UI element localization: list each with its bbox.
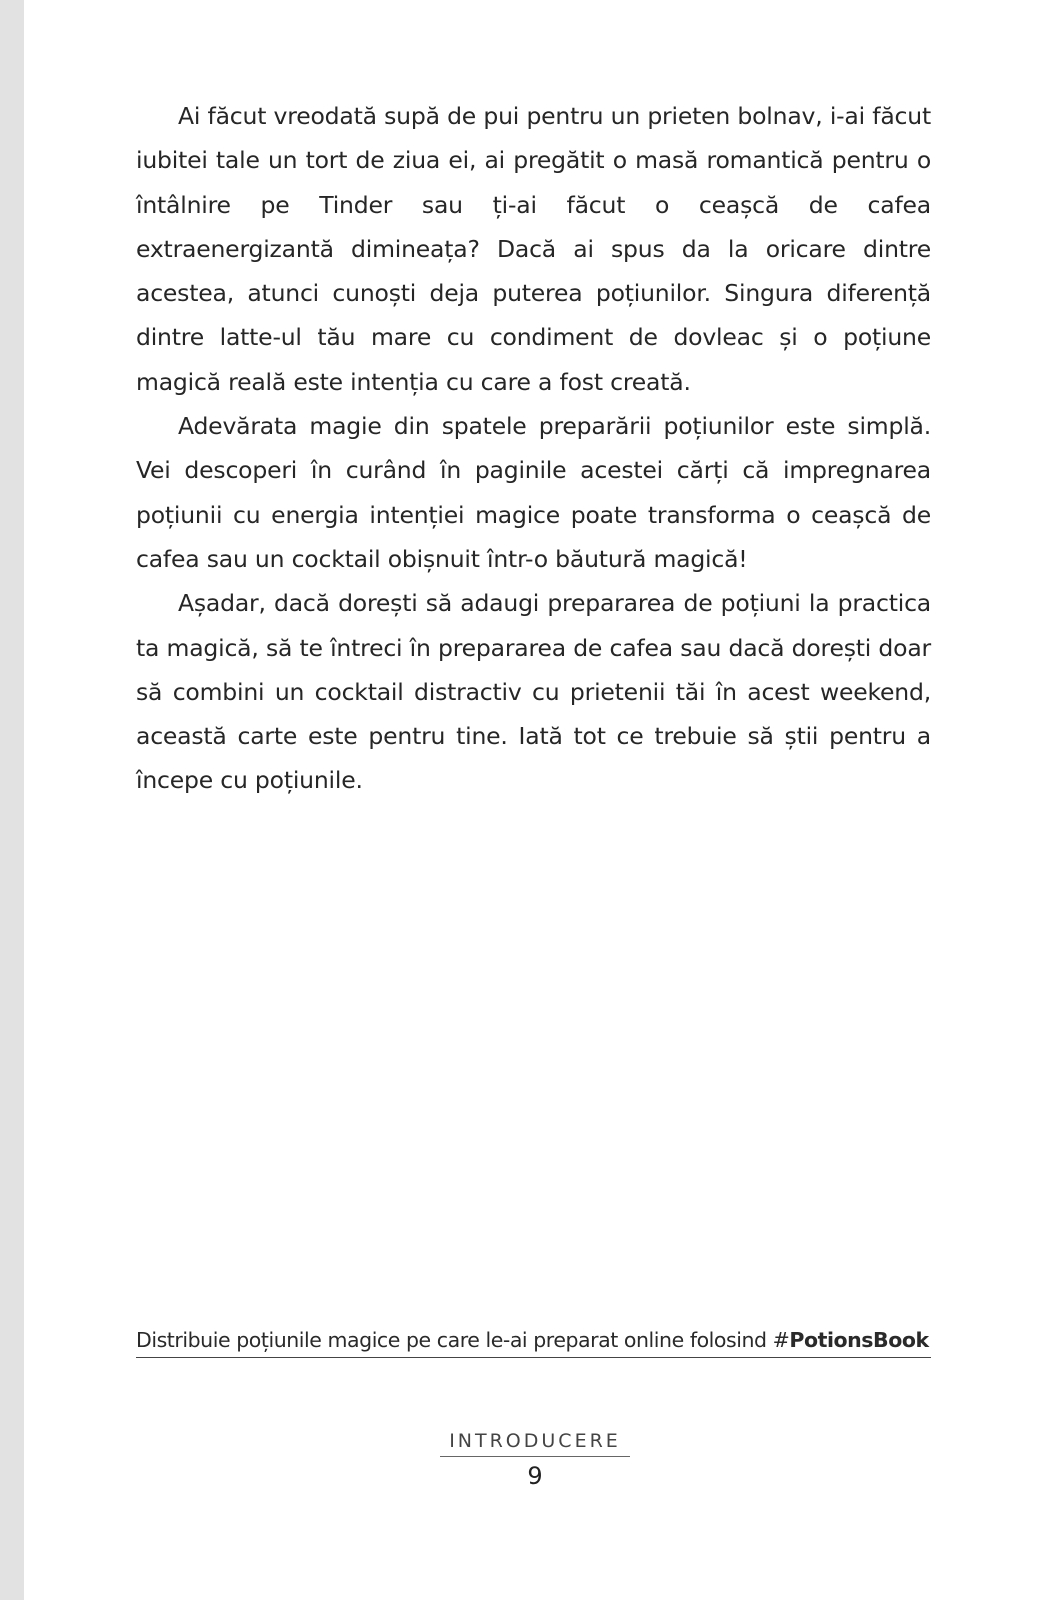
paragraph-2: Adevărata magie din spatele preparării poțiunilor este simplă. Vei descoperi în curând în paginile acestei cărți că impregnarea poțiunii cu energia intenției magice poate transforma o ceașcă de cafea sau un cocktail obișnuit într-o băutură magică! — [136, 412, 931, 573]
section-label: INTRODUCERE — [440, 1428, 630, 1457]
page-number: 9 — [527, 1462, 543, 1490]
share-text: Distribuie poțiunile magice pe care le-ai preparat online folosind # — [136, 1328, 790, 1352]
share-callout — [136, 1325, 931, 1358]
body-text — [136, 94, 931, 803]
paragraph-1: Ai făcut vreodată supă de pui pentru un prieten bolnav, i-ai făcut iubitei tale un tort de ziua ei, ai pregătit o masă romantică pentru o întâlnire pe Tinder sau ți-ai făcut o ceașcă de cafea extraenergizantă dimineața? Dacă ai spus da la oricare dintre acestea, atunci cunoști deja puterea poțiunilor. Singura diferență dintre latte-ul tău mare cu condiment de dovleac și o poțiune magică reală este intenția cu care a fost creată. — [136, 102, 931, 396]
share-hashtag: PotionsBook — [789, 1328, 929, 1352]
page-footer — [440, 1428, 630, 1493]
page-edge-strip — [0, 0, 24, 1600]
paragraph-3: Așadar, dacă dorești să adaugi prepararea de poțiuni la practica ta magică, să te întreci în prepararea de cafea sau dacă dorești doar să combini un cocktail distractiv cu prietenii tăi în acest weekend, această carte este pentru tine. Iată tot ce trebuie să știi pentru a începe cu poțiunile. — [136, 589, 931, 795]
